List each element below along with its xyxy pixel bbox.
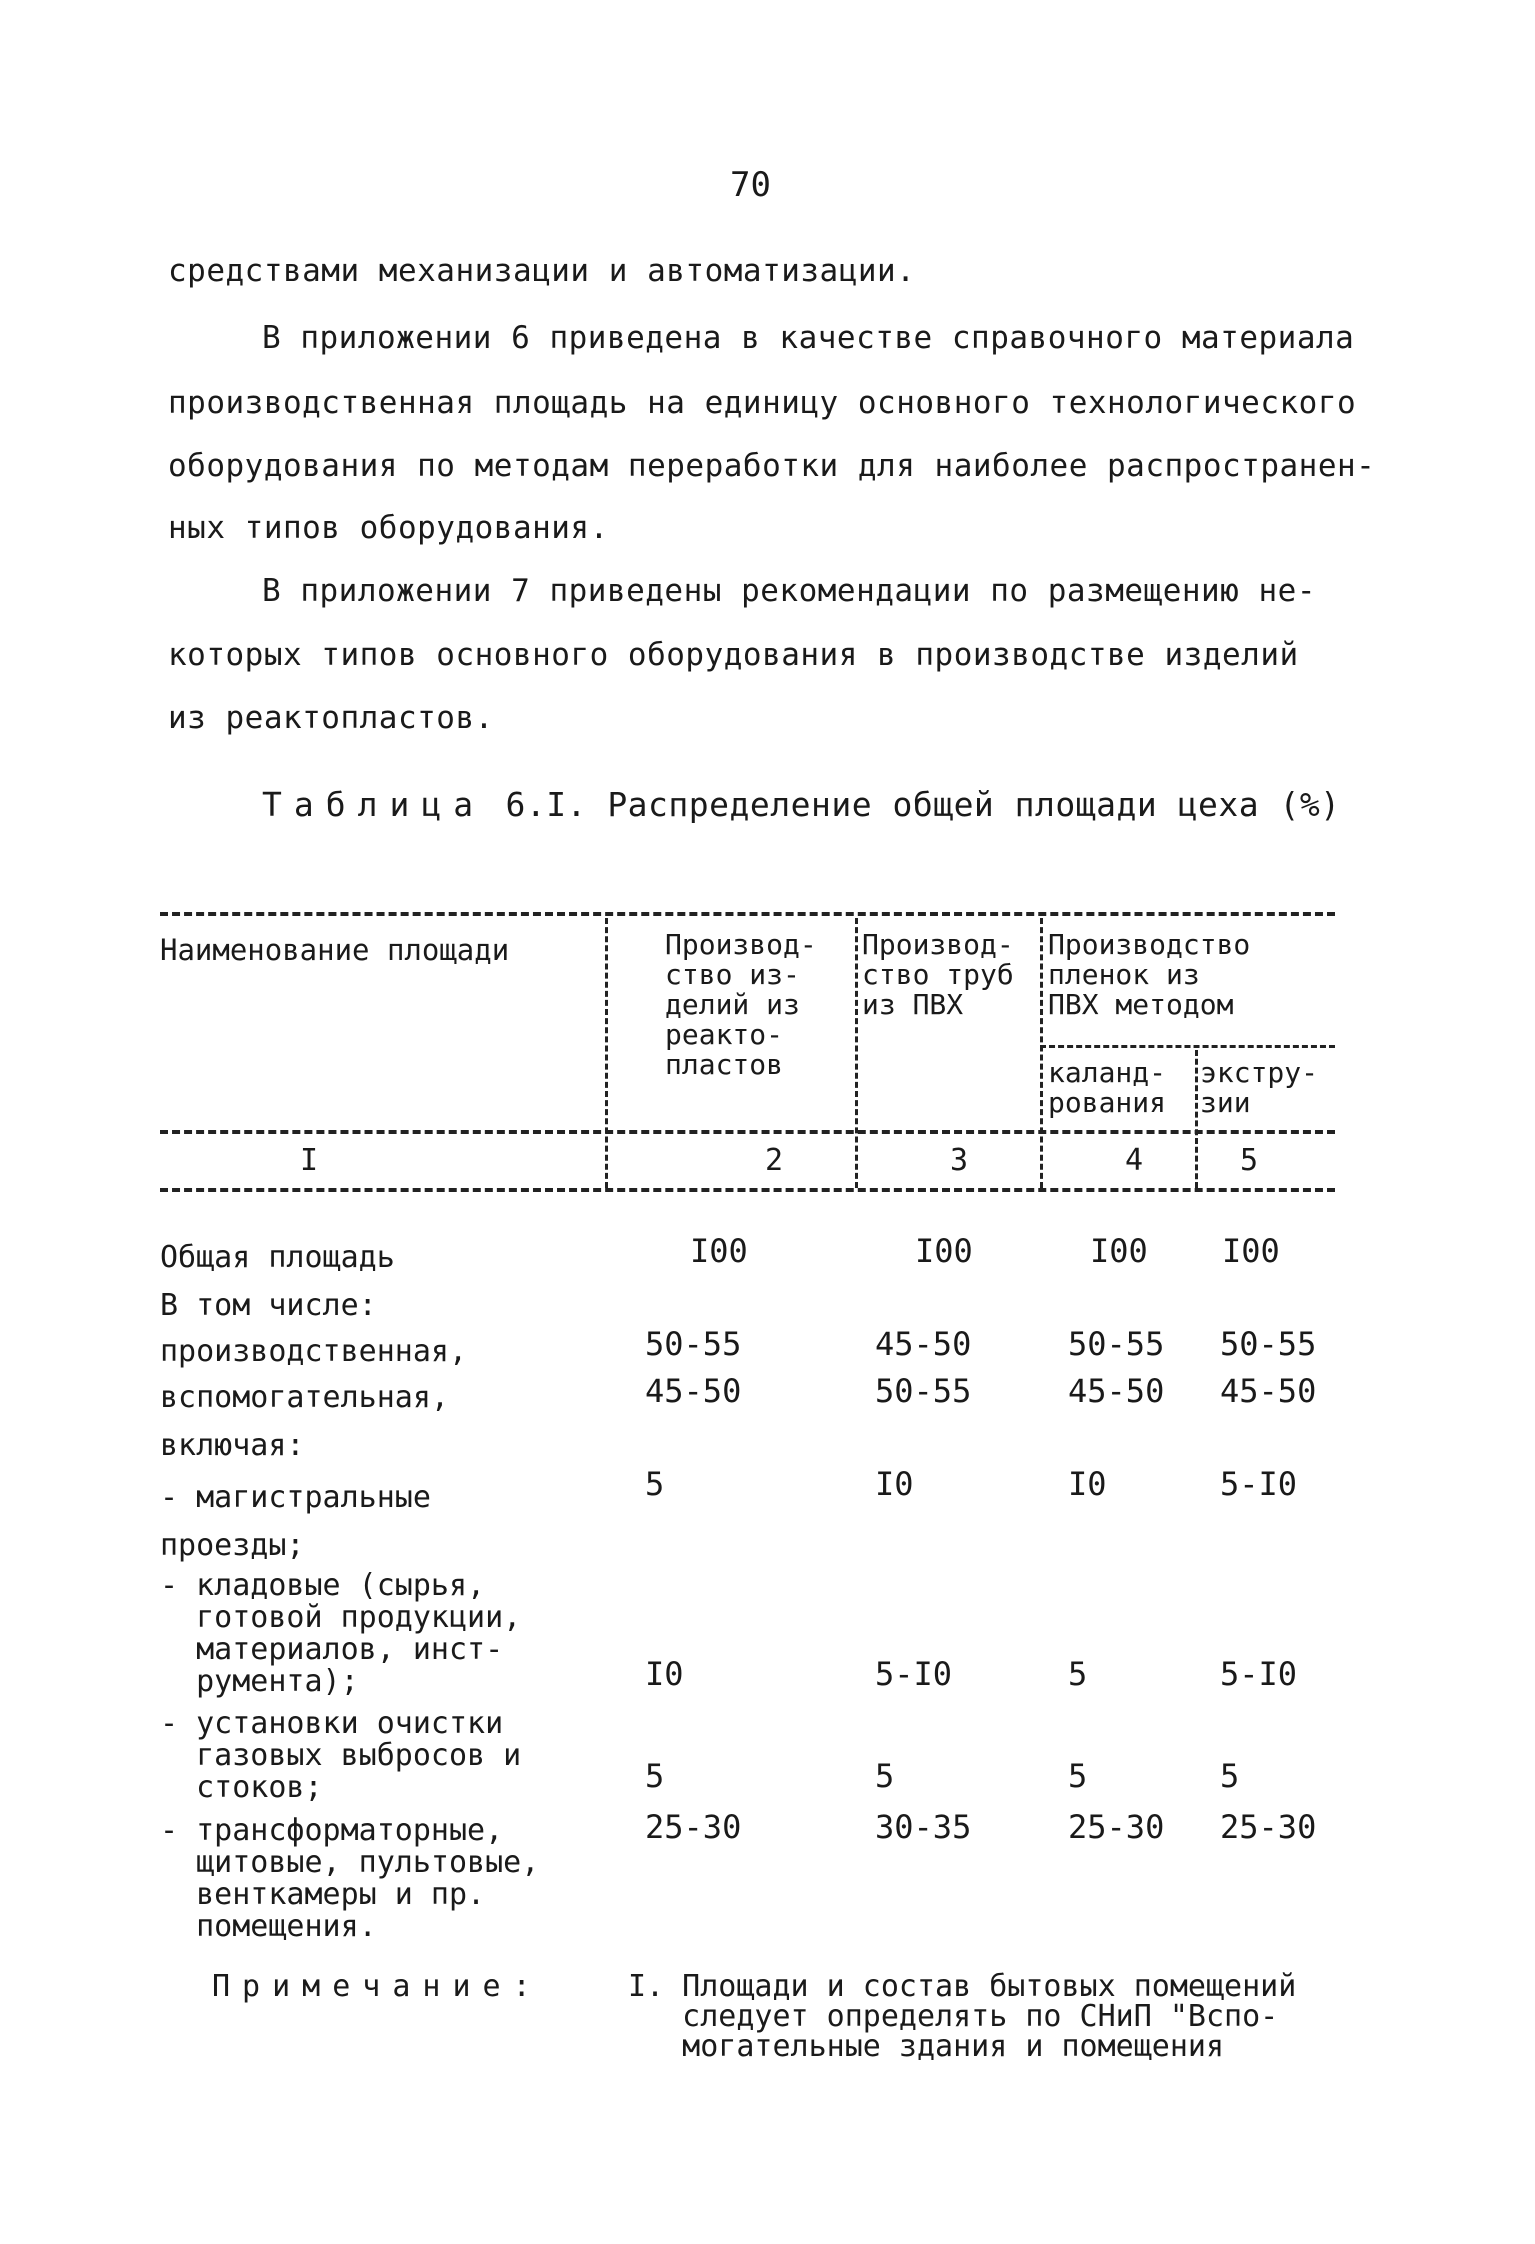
table-cell: 30-35: [875, 1808, 972, 1846]
table-caption-title: Распределение общей площади цеха (%): [607, 785, 1341, 824]
table-cell: 25-30: [645, 1808, 742, 1846]
table-cell: I0: [875, 1465, 914, 1503]
table-cell: 5: [1068, 1757, 1088, 1795]
column-divider: [605, 918, 608, 1188]
table-cell: 50-55: [1220, 1325, 1317, 1363]
table-row-label: производственная,: [160, 1334, 468, 1369]
table-row-label: В том числе:: [160, 1288, 377, 1323]
table-cell: 45-50: [875, 1325, 972, 1363]
table-caption: [262, 785, 1341, 824]
column-divider: [1195, 1050, 1198, 1188]
paragraph-line: В приложении 7 приведены рекомендации по размещению не-: [262, 573, 1316, 609]
column-number: 5: [1240, 1143, 1259, 1178]
table-cell: 45-50: [1068, 1372, 1165, 1410]
header-bottom-rule: [160, 1130, 1335, 1134]
header-col4: каланд- рования: [1048, 1056, 1167, 1119]
table-cell: I00: [1222, 1232, 1280, 1270]
header-col3: Производ- ство труб из ПВХ: [862, 928, 1014, 1021]
table-cell: 5: [1220, 1757, 1240, 1795]
column-divider: [1040, 918, 1043, 1188]
table-row-label: Общая площадь: [160, 1240, 395, 1275]
table-cell: 5: [645, 1465, 665, 1503]
table-top-rule: [160, 912, 1335, 916]
table-row-label: включая:: [160, 1428, 305, 1463]
paragraph-line: ных типов оборудования.: [168, 510, 609, 546]
table-cell: 5-I0: [1220, 1465, 1298, 1503]
table-cell: I0: [645, 1655, 684, 1693]
table-cell: 5-I0: [875, 1655, 953, 1693]
table-cell: 5: [645, 1757, 665, 1795]
header-col2: Производ- ство из- делий из реакто- пластов: [665, 928, 817, 1081]
column-number: 3: [950, 1143, 969, 1178]
table-caption-label: Таблица: [262, 785, 486, 824]
table-row-label: - кладовые (сырья, готовой продукции, материалов, инст- румента);: [160, 1568, 522, 1699]
table-cell: I00: [1090, 1232, 1148, 1270]
table-cell: 25-30: [1068, 1808, 1165, 1846]
column-divider: [855, 918, 858, 1188]
table-row-label: вспомогательная,: [160, 1380, 449, 1415]
table-cell: 5-I0: [1220, 1655, 1298, 1693]
paragraph-line: производственная площадь на единицу основного технологического: [168, 385, 1357, 421]
table-cell: I00: [915, 1232, 973, 1270]
note-text: I. Площади и состав бытовых помещений следует определять по СНиП "Вспо- могательные здания и помещения: [628, 1969, 1297, 2064]
table-cell: I00: [690, 1232, 748, 1270]
table-cell: 25-30: [1220, 1808, 1317, 1846]
paragraph-line: средствами механизации и автоматизации.: [168, 253, 916, 289]
table-caption-number: 6.I.: [505, 785, 587, 824]
paragraph-line: которых типов основного оборудования в производстве изделий: [168, 637, 1299, 673]
table-row-label: - магистральные проезды;: [160, 1480, 431, 1563]
table-cell: 50-55: [1068, 1325, 1165, 1363]
page-number: 70: [730, 165, 771, 205]
paragraph-line: из реактопластов.: [168, 700, 494, 736]
table-cell: 5: [1068, 1655, 1088, 1693]
paragraph-line: оборудования по методам переработки для наиболее распространен-: [168, 448, 1376, 484]
note-label: Примечание:: [212, 1969, 543, 2004]
table-cell: 45-50: [645, 1372, 742, 1410]
column-number: 4: [1125, 1143, 1144, 1178]
subheader-rule: [1040, 1045, 1335, 1048]
table-cell: 45-50: [1220, 1372, 1317, 1410]
table-row-label: - трансформаторные, щитовые, пультовые, венткамеры и пр. помещения.: [160, 1813, 540, 1944]
column-number: I: [300, 1143, 319, 1178]
table-cell: 50-55: [875, 1372, 972, 1410]
column-number: 2: [765, 1143, 784, 1178]
header-col45: Производство пленок из ПВХ методом: [1048, 928, 1251, 1021]
table-row-label: - установки очистки газовых выбросов и стоков;: [160, 1706, 522, 1805]
table-cell: 50-55: [645, 1325, 742, 1363]
paragraph-line: В приложении 6 приведена в качестве справочного материала: [262, 320, 1355, 356]
table-cell: 5: [875, 1757, 895, 1795]
header-col5: экстру- зии: [1200, 1056, 1319, 1119]
table-cell: I0: [1068, 1465, 1107, 1503]
header-name: Наименование площади: [160, 933, 510, 967]
numbers-bottom-rule: [160, 1188, 1335, 1192]
